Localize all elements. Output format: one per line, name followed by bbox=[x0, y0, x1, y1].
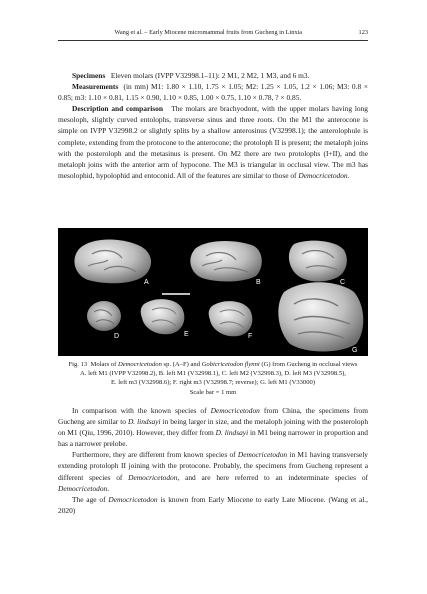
specimens-label: Specimens bbox=[72, 71, 106, 80]
description-label: Description and comparison bbox=[72, 104, 163, 114]
p1-text-d: in M1 being narrower in proportion and has a narrower prelobe. bbox=[58, 428, 368, 449]
caption-genus-2: Gobicricetodon flynni bbox=[201, 361, 260, 368]
age-paragraph bbox=[58, 494, 368, 516]
description-end: . bbox=[347, 170, 350, 180]
specimen-b bbox=[190, 241, 261, 286]
running-header bbox=[58, 26, 368, 38]
p1-text-c: in being larger in size, and the metaloph joining with the posteroloph on M1 (Qiu, 1996, 2010). However, they differ from bbox=[58, 417, 369, 438]
figure-image bbox=[58, 228, 368, 356]
label-d: D bbox=[114, 333, 120, 340]
label-b: B bbox=[256, 279, 261, 286]
page-number: 123 bbox=[358, 28, 368, 36]
caption-text-2: sp. (A–F) and bbox=[161, 361, 202, 368]
measurements-text: (in mm) M1: 1.80 × 1.10, 1.75 × 1.05; M2: 1.25 × 1.05, 1.2 × 1.06; M3: 0.8 × 0.85; m3: 1.10 × 0.81, 1.15 × 0.90, 1.10 × 0.85, 1.00 × 0.75, 1.10 × 0.78, ? × 0.85. bbox=[58, 82, 368, 103]
difference-paragraph bbox=[58, 449, 368, 493]
p2-text-c: , and are here referred to an indeterminate species of bbox=[177, 472, 368, 482]
specimen-d bbox=[87, 301, 121, 340]
p2-genus-3: Democricetodon bbox=[58, 483, 108, 493]
p3-text-b: is known from Early Miocene to early Late Miocene. (Wang et al., 2020) bbox=[58, 494, 368, 515]
caption-genus-1: Democricetodon bbox=[117, 361, 162, 368]
specimen-a bbox=[74, 240, 151, 287]
lower-text bbox=[58, 405, 368, 516]
description-genus: Democricetodon bbox=[298, 170, 348, 180]
p2-text-b: in M1 having transversely extending protoloph II joining with the protocone. Probably, the specimens from Gucheng represent a different species of bbox=[58, 450, 369, 482]
specimen-f bbox=[209, 301, 253, 340]
caption-text-1: Molars of bbox=[90, 361, 118, 368]
p2-text-d: . bbox=[107, 483, 110, 493]
figure-caption bbox=[58, 360, 368, 397]
label-f: F bbox=[248, 333, 253, 340]
specimen-g bbox=[278, 282, 363, 354]
p1-text-a: In comparison with the known species of bbox=[72, 406, 211, 415]
p2-genus-2: Democricetodon bbox=[128, 472, 178, 482]
comparison-paragraph bbox=[58, 405, 368, 449]
p3-text-a: The age of bbox=[72, 494, 109, 504]
p3-genus-1: Democricetodon bbox=[108, 494, 158, 504]
specimens-text: Eleven molars (IVPP V32998.1–11): 2 M1, 2 M2, 1 M3, and 6 m3. bbox=[110, 71, 310, 80]
p1-species-1: D. lindsayi bbox=[127, 417, 161, 427]
description-paragraph bbox=[58, 103, 368, 181]
caption-line-1 bbox=[58, 360, 368, 369]
p1-species-2: D. lindsayi bbox=[215, 428, 249, 438]
measurements-paragraph bbox=[58, 81, 368, 103]
header-rule bbox=[58, 40, 368, 41]
caption-text-3: (G) from Gucheng in occlusal views bbox=[259, 361, 358, 368]
measurements-label: Measurements bbox=[72, 82, 119, 92]
label-c: C bbox=[340, 279, 346, 286]
label-g: G bbox=[352, 347, 358, 354]
caption-line-2: A. left M1 (IVPP V32998.2), B. left M1 (V32998.1), C. left M2 (V32998.3), D. left M3 (V32998.5), bbox=[80, 370, 346, 378]
running-head: Wang et al. – Early Miocene micromammal fruits from Gucheng in Linxia bbox=[114, 28, 303, 36]
caption-line-4: Scale bar = 1 mm bbox=[189, 388, 237, 396]
caption-line-3: E. left m3 (V32998.6); F. right m3 (V32998.7; reverse); G. left M1 (V33000) bbox=[110, 379, 316, 387]
caption-fig-label: Fig. 13 bbox=[68, 361, 88, 368]
label-a: A bbox=[144, 279, 149, 286]
fossil-figure bbox=[58, 228, 368, 356]
description-text: The molars are brachyodont, with the upper molars having long mesoloph, slightly curved entolophs, transverse sinus and three roots. On the M1 the anterocone is simple on IVPP V32998.2 or slightly splits by a shallow anterosinus (V32998.1); the anterolophule is complete, extending from the protocone to the anterocone; the protoloph II is present; the metaloph joins with the posteroloph and the metasinus is present. On M2 there are two protolophs (I+II), and the metaloph joins with the anterior arm of hypocone. The M3 is triangular in occlusal view. The m3 has mesolophid, hypolophid and entoconid. All of the features are similar to those of bbox=[58, 104, 368, 180]
p2-text-a: Furthermore, they are different from known species of bbox=[72, 450, 238, 460]
specimen-e bbox=[141, 299, 189, 338]
upper-text bbox=[58, 70, 368, 181]
specimens-paragraph bbox=[58, 70, 368, 81]
p1-text-b: from China, the specimens from Gucheng are similar to bbox=[58, 406, 368, 427]
p1-genus-1: Democricetodon bbox=[210, 406, 260, 415]
p2-genus-1: Democricetodon bbox=[237, 450, 288, 460]
specimen-c bbox=[289, 241, 347, 286]
label-e: E bbox=[184, 331, 189, 338]
